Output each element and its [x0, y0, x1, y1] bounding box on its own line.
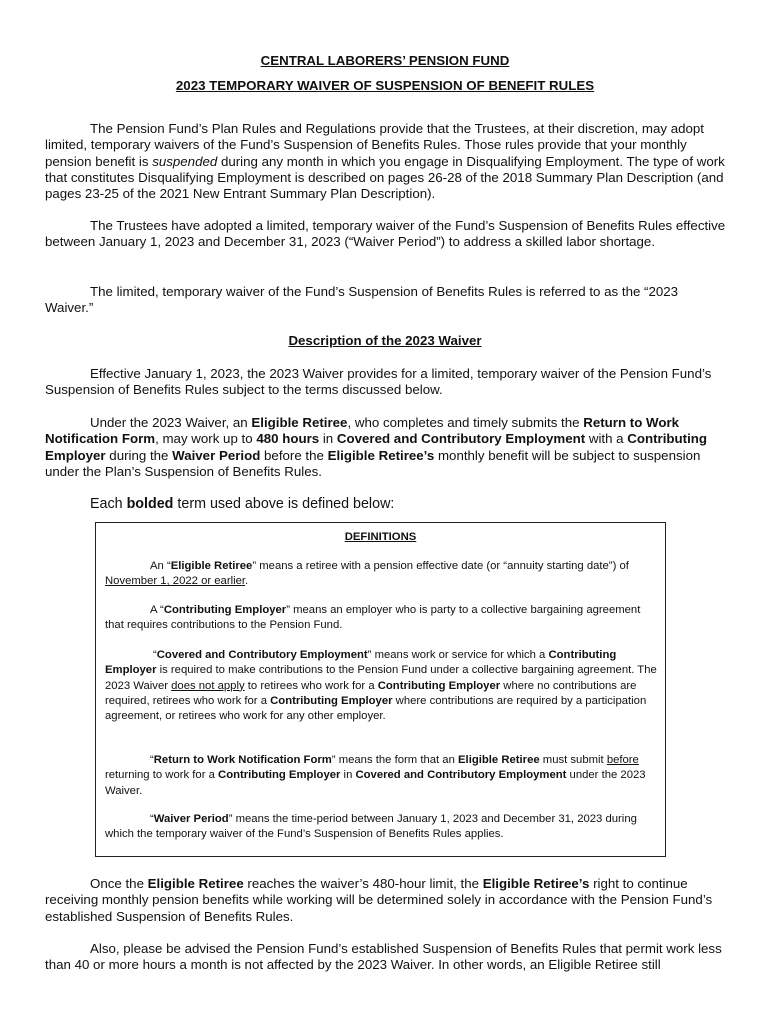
document-subtitle: 2023 TEMPORARY WAIVER OF SUSPENSION OF BENEFIT RULES [175, 78, 595, 93]
definition-covered-employment: “Covered and Contributory Employment” means work or service for which a Contributing Employer is required to make contributions to the Pension Fund under a collective bargaining agreement. The 2023 Waiver does not apply to retirees who work for a Contributing Employer where no contributions are required, retirees who work for a Contributing Employer where contributions are required by a participation agreement, or retirees who work for any other employer. [105, 649, 657, 723]
intro-paragraph-2: The Trustees have adopted a limited, temporary waiver of the Fund’s Suspension of Benefits Rules effective between January 1, 2023 and December 31, 2023 (“Waiver Period”) to address a skilled labor shortage. [45, 218, 726, 250]
closing-paragraph-2: Also, please be advised the Pension Fund’s established Suspension of Benefits Rules that permit work less than 40 or more hours a month is not affected by the 2023 Waiver. In other words, an Eligible Retiree still [45, 941, 722, 973]
definitions-box [95, 522, 666, 857]
definition-contributing-employer: A “Contributing Employer” means an employer who is party to a collective bargaining agreement that requires contributions to the Pension Fund. [105, 604, 641, 632]
intro-paragraph-3: The limited, temporary waiver of the Fund’s Suspension of Benefits Rules is referred to as the “2023 Waiver.” [45, 284, 679, 316]
document-title: CENTRAL LABORERS’ PENSION FUND [260, 53, 510, 68]
description-paragraph-2: Under the 2023 Waiver, an Eligible Retiree, who completes and timely submits the Return to Work Notification Form, may work up to 480 hours in Covered and Contributory Employment with a Contributing Employer during the Waiver Period before the Eligible Retiree’s monthly benefit will be subject to suspension under the Plan’s Suspension of Benefits Rules. [45, 415, 708, 479]
description-paragraph-3: Each bolded term used above is defined below: [90, 496, 395, 512]
intro-paragraph-1: The Pension Fund’s Plan Rules and Regulations provide that the Trustees, at their discretion, may adopt limited, temporary waivers of the Fund’s Suspension of Benefits Rules. Those rules provide that your monthly pension benefit is suspended during any month in which you engage in Disqualifying Employment. The type of work that constitutes Disqualifying Employment is described on pages 26-28 of the 2018 Summary Plan Description (and pages 23-25 of the 2021 New Entrant Summary Plan Description). [45, 121, 725, 202]
definition-return-to-work-form: “Return to Work Notification Form” means the form that an Eligible Retiree must submit before returning to work for a Contributing Employer in Covered and Contributory Employment under the 2023 Waiver. [105, 754, 646, 797]
closing-paragraph-1: Once the Eligible Retiree reaches the waiver’s 480-hour limit, the Eligible Retiree’s right to continue receiving monthly pension benefits while working will be determined solely in accordance with the Pension Fund’s established Suspension of Benefits Rules. [45, 876, 713, 924]
section-heading: Description of the 2023 Waiver [288, 333, 482, 348]
definitions-heading: DEFINITIONS [344, 531, 417, 543]
definition-eligible-retiree: An “Eligible Retiree” means a retiree with a pension effective date (or “annuity starting date”) of November 1, 2022 or earlier. [105, 560, 629, 588]
definition-waiver-period: “Waiver Period” means the time-period between January 1, 2023 and December 31, 2023 during which the temporary waiver of the Fund’s Suspension of Benefits Rules applies. [105, 813, 637, 841]
description-paragraph-1: Effective January 1, 2023, the 2023 Waiver provides for a limited, temporary waiver of the Pension Fund’s Suspension of Benefits Rules subject to the terms discussed below. [45, 366, 712, 398]
